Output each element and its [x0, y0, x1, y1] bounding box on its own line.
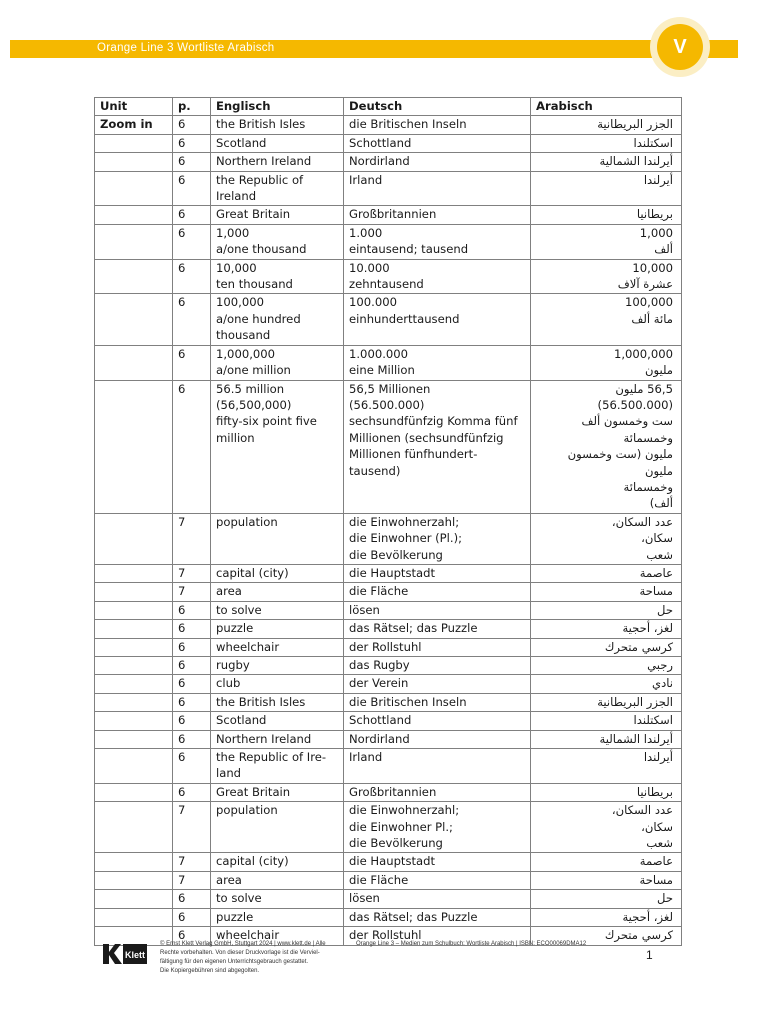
- english-cell: rugby: [211, 657, 344, 675]
- arabic-cell: 56,5 مليون (56.500.000) ست وخمسون ألف وخمسمائة مليون (ست وخمسون مليون وخمسمائة ألف): [531, 380, 682, 513]
- table-row: [95, 116, 682, 134]
- page-cell: 6: [173, 927, 211, 945]
- table-row: [95, 564, 682, 582]
- unit-cell: [95, 206, 173, 224]
- arabic-cell: أيرلندا: [531, 171, 682, 206]
- english-cell: wheelchair: [211, 638, 344, 656]
- page-cell: 7: [173, 564, 211, 582]
- english-cell: the Republic of Ireland: [211, 171, 344, 206]
- english-cell: capital (city): [211, 853, 344, 871]
- table-row: [95, 853, 682, 871]
- english-cell: population: [211, 513, 344, 564]
- arabic-cell: رجبي: [531, 657, 682, 675]
- german-cell: das Rätsel; das Puzzle: [344, 620, 531, 638]
- german-cell: 56,5 Millionen (56.500.000) sechsundfünfzig Komma fünf Millionen (sechsundfünfzig Millionen fünfhundert- tausend): [344, 380, 531, 513]
- unit-cell: [95, 134, 173, 152]
- english-cell: puzzle: [211, 908, 344, 926]
- english-cell: 1,000 a/one thousand: [211, 224, 344, 259]
- unit-cell: [95, 638, 173, 656]
- english-cell: the British Isles: [211, 693, 344, 711]
- page-cell: 6: [173, 601, 211, 619]
- arabic-cell: 1,000 ألف: [531, 224, 682, 259]
- arabic-cell: الجزر البريطانية: [531, 693, 682, 711]
- unit-cell: [95, 871, 173, 889]
- unit-cell: [95, 583, 173, 601]
- word-list-table: [94, 97, 682, 946]
- page-cell: 6: [173, 675, 211, 693]
- english-cell: capital (city): [211, 564, 344, 582]
- unit-cell: [95, 712, 173, 730]
- german-cell: lösen: [344, 890, 531, 908]
- arabic-cell: مساحة: [531, 871, 682, 889]
- arabic-cell: 100,000 مائة ألف: [531, 294, 682, 345]
- page-cell: 6: [173, 783, 211, 801]
- german-cell: die Hauptstadt: [344, 853, 531, 871]
- arabic-cell: عدد السكان، سكان، شعب: [531, 802, 682, 853]
- unit-cell: Zoom in: [95, 116, 173, 134]
- english-cell: population: [211, 802, 344, 853]
- unit-cell: [95, 693, 173, 711]
- section-badge: V: [657, 24, 703, 70]
- logo-text: Klett: [125, 950, 145, 960]
- english-cell: the Republic of Ire- land: [211, 749, 344, 784]
- page-cell: 6: [173, 908, 211, 926]
- arabic-cell: بريطانيا: [531, 783, 682, 801]
- table-row: [95, 712, 682, 730]
- german-cell: das Rätsel; das Puzzle: [344, 908, 531, 926]
- page-cell: 7: [173, 871, 211, 889]
- german-cell: die Hauptstadt: [344, 564, 531, 582]
- german-cell: der Verein: [344, 675, 531, 693]
- german-cell: die Einwohnerzahl; die Einwohner Pl.; die Bevölkerung: [344, 802, 531, 853]
- unit-cell: [95, 675, 173, 693]
- table-row: [95, 206, 682, 224]
- page-cell: 7: [173, 853, 211, 871]
- english-cell: the British Isles: [211, 116, 344, 134]
- german-cell: 1.000.000 eine Million: [344, 345, 531, 380]
- german-cell: die Fläche: [344, 583, 531, 601]
- unit-cell: [95, 259, 173, 294]
- english-cell: Northern Ireland: [211, 153, 344, 171]
- table-row: [95, 783, 682, 801]
- unit-cell: [95, 657, 173, 675]
- page-cell: 7: [173, 802, 211, 853]
- table-row: [95, 259, 682, 294]
- english-cell: puzzle: [211, 620, 344, 638]
- table-row: [95, 871, 682, 889]
- german-cell: lösen: [344, 601, 531, 619]
- english-cell: wheelchair: [211, 927, 344, 945]
- table-row: [95, 657, 682, 675]
- page-cell: 6: [173, 294, 211, 345]
- arabic-cell: أيرلندا الشمالية: [531, 730, 682, 748]
- page-cell: 6: [173, 730, 211, 748]
- arabic-cell: عاصمة: [531, 853, 682, 871]
- page-cell: 6: [173, 693, 211, 711]
- arabic-cell: بريطانيا: [531, 206, 682, 224]
- table-row: [95, 224, 682, 259]
- arabic-cell: كرسي متحرك: [531, 638, 682, 656]
- arabic-cell: عاصمة: [531, 564, 682, 582]
- page-cell: 6: [173, 749, 211, 784]
- unit-cell: [95, 601, 173, 619]
- page-cell: 6: [173, 638, 211, 656]
- unit-cell: [95, 749, 173, 784]
- arabic-cell: نادي: [531, 675, 682, 693]
- header-page: p.: [173, 98, 211, 116]
- document-title: Orange Line 3 Wortliste Arabisch: [97, 42, 275, 54]
- unit-cell: [95, 345, 173, 380]
- unit-cell: [95, 513, 173, 564]
- table-row: [95, 345, 682, 380]
- english-cell: Great Britain: [211, 206, 344, 224]
- german-cell: 1.000 eintausend; tausend: [344, 224, 531, 259]
- arabic-cell: لغز، أحجية: [531, 620, 682, 638]
- unit-cell: [95, 853, 173, 871]
- page-number: 1: [646, 948, 653, 962]
- arabic-cell: كرسي متحرك: [531, 927, 682, 945]
- german-cell: 100.000 einhunderttausend: [344, 294, 531, 345]
- arabic-cell: اسكتلندا: [531, 712, 682, 730]
- unit-cell: [95, 908, 173, 926]
- german-cell: Irland: [344, 749, 531, 784]
- arabic-cell: لغز، أحجية: [531, 908, 682, 926]
- page-cell: 6: [173, 153, 211, 171]
- arabic-cell: أيرلندا الشمالية: [531, 153, 682, 171]
- table-row: [95, 601, 682, 619]
- german-cell: die Britischen Inseln: [344, 693, 531, 711]
- page-cell: 6: [173, 134, 211, 152]
- table-row: [95, 513, 682, 564]
- unit-cell: [95, 890, 173, 908]
- arabic-cell: 10,000 عشرة آلاف: [531, 259, 682, 294]
- german-cell: das Rugby: [344, 657, 531, 675]
- german-cell: Großbritannien: [344, 783, 531, 801]
- english-cell: area: [211, 871, 344, 889]
- german-cell: 10.000 zehntausend: [344, 259, 531, 294]
- table-row: [95, 749, 682, 784]
- arabic-cell: الجزر البريطانية: [531, 116, 682, 134]
- page-cell: 6: [173, 712, 211, 730]
- arabic-cell: أيرلندا: [531, 749, 682, 784]
- table-row: [95, 802, 682, 853]
- header-arabic: Arabisch: [531, 98, 682, 116]
- page-cell: 6: [173, 206, 211, 224]
- unit-cell: [95, 730, 173, 748]
- arabic-cell: 1,000,000 مليون: [531, 345, 682, 380]
- table-row: [95, 294, 682, 345]
- english-cell: 10,000 ten thousand: [211, 259, 344, 294]
- unit-cell: [95, 171, 173, 206]
- german-cell: Nordirland: [344, 153, 531, 171]
- header-english: Englisch: [211, 98, 344, 116]
- german-cell: Schottland: [344, 134, 531, 152]
- german-cell: Schottland: [344, 712, 531, 730]
- page-cell: 6: [173, 345, 211, 380]
- page-cell: 6: [173, 890, 211, 908]
- page-cell: 6: [173, 620, 211, 638]
- arabic-cell: مساحة: [531, 583, 682, 601]
- english-cell: 1,000,000 a/one million: [211, 345, 344, 380]
- english-cell: Scotland: [211, 712, 344, 730]
- english-cell: Scotland: [211, 134, 344, 152]
- arabic-cell: حل: [531, 890, 682, 908]
- unit-cell: [95, 380, 173, 513]
- english-cell: Northern Ireland: [211, 730, 344, 748]
- english-cell: Great Britain: [211, 783, 344, 801]
- unit-cell: [95, 802, 173, 853]
- table-row: [95, 908, 682, 926]
- unit-cell: [95, 620, 173, 638]
- table-row: [95, 730, 682, 748]
- german-cell: Großbritannien: [344, 206, 531, 224]
- page-cell: 6: [173, 259, 211, 294]
- table-row: [95, 583, 682, 601]
- klett-logo: [100, 941, 148, 967]
- page-cell: 6: [173, 116, 211, 134]
- german-cell: Irland: [344, 171, 531, 206]
- copyright-notice: © Ernst Klett Verlag GmbH, Stuttgart 2024 | www.klett.de | Alle Rechte vorbehalten. Von dieser Druckvorlage ist die Verviel- fältigung für den eigenen Unterrichtsgebrauch gestattet. Die Kopiergebühren sind abgegolten.: [160, 941, 326, 974]
- page-cell: 6: [173, 380, 211, 513]
- table-header-row: [95, 98, 682, 116]
- english-cell: to solve: [211, 890, 344, 908]
- german-cell: die Fläche: [344, 871, 531, 889]
- german-cell: die Britischen Inseln: [344, 116, 531, 134]
- page-cell: 6: [173, 224, 211, 259]
- table-row: [95, 171, 682, 206]
- english-cell: 100,000 a/one hundred thousand: [211, 294, 344, 345]
- arabic-cell: حل: [531, 601, 682, 619]
- page-cell: 6: [173, 657, 211, 675]
- page-cell: 6: [173, 171, 211, 206]
- table-row: [95, 620, 682, 638]
- table-row: [95, 134, 682, 152]
- table-row: [95, 675, 682, 693]
- page-cell: 7: [173, 513, 211, 564]
- english-cell: 56.5 million (56,500,000) fifty-six point five million: [211, 380, 344, 513]
- arabic-cell: عدد السكان، سكان، شعب: [531, 513, 682, 564]
- english-cell: club: [211, 675, 344, 693]
- unit-cell: [95, 783, 173, 801]
- german-cell: die Einwohnerzahl; die Einwohner (Pl.); die Bevölkerung: [344, 513, 531, 564]
- publication-info: Orange Line 3 – Medien zum Schulbuch: Wortliste Arabisch | ISBN: ECO00069DMA12: [356, 941, 587, 947]
- unit-cell: [95, 224, 173, 259]
- table-row: [95, 693, 682, 711]
- unit-cell: [95, 564, 173, 582]
- unit-cell: [95, 294, 173, 345]
- table-row: [95, 153, 682, 171]
- german-cell: der Rollstuhl: [344, 927, 531, 945]
- german-cell: der Rollstuhl: [344, 638, 531, 656]
- header-unit: Unit: [95, 98, 173, 116]
- table-row: [95, 638, 682, 656]
- arabic-cell: اسكتلندا: [531, 134, 682, 152]
- header-german: Deutsch: [344, 98, 531, 116]
- page-cell: 7: [173, 583, 211, 601]
- table-row: [95, 380, 682, 513]
- german-cell: Nordirland: [344, 730, 531, 748]
- english-cell: to solve: [211, 601, 344, 619]
- english-cell: area: [211, 583, 344, 601]
- table-row: [95, 890, 682, 908]
- unit-cell: [95, 153, 173, 171]
